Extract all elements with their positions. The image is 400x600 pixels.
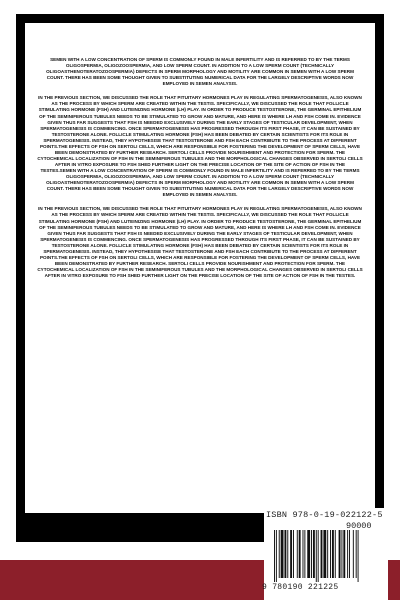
barcode-bar: [356, 530, 357, 578]
barcode-bar: [347, 530, 348, 578]
barcode-bar: [313, 530, 315, 578]
barcode-bar: [290, 530, 292, 578]
barcode-number: 9 780190 221225: [262, 583, 339, 592]
isbn-label: ISBN 978-0-19-022122-5: [266, 510, 383, 520]
barcode-bar: [297, 530, 298, 578]
barcode-bar: [343, 530, 345, 578]
barcode-bar: [279, 530, 280, 578]
barcode-bar: [293, 530, 294, 578]
barcode-bar: [330, 530, 331, 578]
barcode-bar: [281, 530, 284, 578]
blurb-paragraph-2: IN THE PREVIOUS SECTION, WE DISCUSSED THE ROLE THAT PITUITARY HORMONES PLAY IN REGULATING SPERMATOGENESIS, ALSO KNOWN AS THE PROCESS BY WHICH SPERM ARE CREATED WITHIN THE TESTIS. SPECIFICALLY, WE DISCUSSED THE ROLE THAT FOLLICLE STIMULATING HORMONE (FSH) AND LUTEINIZING HORMONE (LH) PLAY. IN ORDER TO PRODUCE TESTOSTERONE, THE GERMINAL EPITHELIUM OF THE SEMINIFEROUS TUBULES NEEDS TO BE STIMULATED TO GROW AND MATURE, AND HERE IS WHERE LH AND FSH COME IN. EVIDENCE GIVEN THUS FAR SUGGESTS THAT FSH IS NEEDED EXCLUSIVELY DURING THE EARLY STAGES OF TESTICULAR DEVELOPMENT, WHEN SPERMATOGENESIS IS COMMENCING. ONCE SPERMATOGENESIS HAS PROGRESSED THROUGH ITS FIRST PHASE, IT CAN BE SUSTAINED BY TESTOSTERONE ALONE. FOLLICLE STIMULATING HORMONE (FSH) HAS BEEN DEBATED BY CERTAIN SCIENTISTS FOR ITS ROLE IN SPERMATOGENESIS. INSTEAD, THEY HYPOTHESISE THAT TESTOSTERONE AND FSH EACH CONTRIBUTE TO THE PROCESS AT DIFFERENT POINTS.THE EFFECTS OF FSH ON SERTOLI CELLS, WHICH ARE RESPONSIBLE FOR FOSTERING THE DEVELOPMENT OF SPERM CELLS, HAVE BEEN DEMONSTRATED BY FURTHER RESEARCH. SERTOLI CELLS PROVIDE NOURISHMENT AND PROTECTION FOR SPERM. THE CYTOCHEMICAL LOCALIZATION OF FSH IN THE SEMINIFEROUS TUBULES AND THE MORPHOLOGICAL CHANGES OBSERVED IN SERTOLI CELLS AFTER IN VITRO EXPOSURE TO FSH SHED FURTHER LIGHT ON THE PRECISE LOCATION OF THE SITE OF ACTION OF FSH IN THE TESTES.SEMEN WITH A LOW CONCENTRATION OF SPERM IS COMMONLY FOUND IN MALE INFERTILITY AND IS REFERRED TO BY THE TERMS OLIGOSPERMIA, OLIGOZOOSPERMIA, AND LOW SPERM COUNT. IN ADDITION TO A LOW SPERM COUNT (TECHNICALLY OLIGOASTHENOTERATOZOOSPERMIA) DEFECTS IN SPERM MORPHOLOGY AND MOTILITY ARE COMMON IN SEMEN WITH A LOW SPERM COUNT. THERE HAS BEEN SOME THOUGHT GIVEN TO SUBSTITUTING NUMERICAL DATA FOR THE LARGELY DESCRIPTIVE WORDS NOW EMPLOYED IN SEMEN ANALYSIS.: [37, 95, 363, 198]
barcode-image: [272, 530, 380, 582]
barcode-bar: [311, 530, 312, 578]
barcode-bar: [287, 530, 288, 578]
barcode-bar: [349, 530, 350, 578]
barcode-bar: [335, 530, 336, 578]
barcode-bar: [327, 530, 328, 578]
barcode-bar: [353, 530, 354, 578]
barcode-bar: [303, 530, 304, 578]
barcode-bar: [307, 530, 310, 578]
barcode-bar: [321, 530, 323, 578]
price-code: 90000: [346, 521, 372, 531]
barcode-bar: [276, 530, 277, 582]
barcode-bar: [323, 530, 326, 578]
barcode-bar: [358, 530, 359, 582]
barcode-bar: [274, 530, 275, 582]
barcode-bar: [299, 530, 301, 578]
barcode-bar: [318, 530, 319, 582]
barcode-bar: [316, 530, 317, 582]
barcode-bar: [284, 530, 286, 578]
blurb-paragraph-3: IN THE PREVIOUS SECTION, WE DISCUSSED THE ROLE THAT PITUITARY HORMONES PLAY IN REGULATING SPERMATOGENESIS, ALSO KNOWN AS THE PROCESS BY WHICH SPERM ARE CREATED WITHIN THE TESTIS. SPECIFICALLY, WE DISCUSSED THE ROLE THAT FOLLICLE STIMULATING HORMONE (FSH) AND LUTEINIZING HORMONE (LH) PLAY. IN ORDER TO PRODUCE TESTOSTERONE, THE GERMINAL EPITHELIUM OF THE SEMINIFEROUS TUBULES NEEDS TO BE STIMULATED TO GROW AND MATURE, AND HERE IS WHERE LH AND FSH COME IN. EVIDENCE GIVEN THUS FAR SUGGESTS THAT FSH IS NEEDED EXCLUSIVELY DURING THE EARLY STAGES OF TESTICULAR DEVELOPMENT, WHEN SPERMATOGENESIS IS COMMENCING. ONCE SPERMATOGENESIS HAS PROGRESSED THROUGH ITS FIRST PHASE, IT CAN BE SUSTAINED BY TESTOSTERONE ALONE. FOLLICLE STIMULATING HORMONE (FSH) HAS BEEN DEBATED BY CERTAIN SCIENTISTS FOR ITS ROLE IN SPERMATOGENESIS. INSTEAD, THEY HYPOTHESISE THAT TESTOSTERONE AND FSH EACH CONTRIBUTE TO THE PROCESS AT DIFFERENT POINTS.THE EFFECTS OF FSH ON SERTOLI CELLS, WHICH ARE RESPONSIBLE FOR FOSTERING THE DEVELOPMENT OF SPERM CELLS, HAVE BEEN DEMONSTRATED BY FURTHER RESEARCH. SERTOLI CELLS PROVIDE NOURISHMENT AND PROTECTION FOR SPERM. THE CYTOCHEMICAL LOCALIZATION OF FSH IN THE SEMINIFEROUS TUBULES AND THE MORPHOLOGICAL CHANGES OBSERVED IN SERTOLI CELLS AFTER IN VITRO EXPOSURE TO FSH SHED FURTHER LIGHT ON THE PRECISE LOCATION OF THE SITE OF ACTION OF FSH IN THE TESTES.: [37, 206, 363, 279]
barcode-bar: [341, 530, 342, 578]
blurb-paragraph-1: SEMEN WITH A LOW CONCENTRATION OF SPERM IS COMMONLY FOUND IN MALE INFERTILITY AND IS REFERRED TO BY THE TERMS OLIGOSPERMIA, OLIGOZOOSPERMIA, AND LOW SPERM COUNT. IN ADDITION TO A LOW SPERM COUNT (TECHNICALLY OLIGOASTHENOTERATOZOOSPERMIA) DEFECTS IN SPERM MORPHOLOGY AND MOTILITY ARE COMMON IN SEMEN WITH A LOW SPERM COUNT. THERE HAS BEEN SOME THOUGHT GIVEN TO SUBSTITUTING NUMERICAL DATA FOR THE LARGELY DESCRIPTIVE WORDS NOW EMPLOYED IN SEMEN ANALYSIS.: [46, 57, 354, 87]
barcode-bar: [339, 530, 341, 578]
barcode-bar: [304, 530, 305, 578]
blurb-text-box: [25, 23, 375, 513]
barcode-bar: [332, 530, 334, 578]
